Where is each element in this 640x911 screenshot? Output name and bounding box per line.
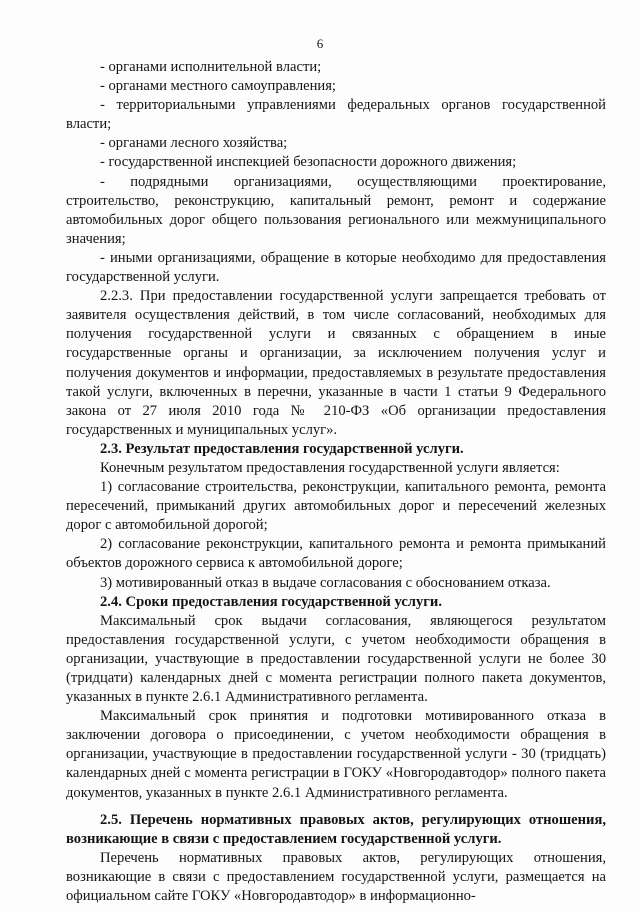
section-heading: 2.3. Результат предоставления государственной услуги.	[100, 440, 464, 457]
document-body	[66, 58, 606, 906]
paragraph: Конечным результатом предоставления государственной услуги является:	[100, 459, 560, 476]
paragraph: Перечень нормативных правовых актов, регулирующих отношения, возникающие в связи с предоставлением государственной услуги, размещается на официальном сайте ГОКУ «Новгородавтодор» в информационно-	[66, 849, 606, 905]
section-heading: 2.4. Сроки предоставления государственной услуги.	[100, 593, 442, 610]
paragraph: Максимальный срок принятия и подготовки мотивированного отказа в заключении договора о присоединении, с учетом необходимости обращения в организации, участвующие в предоставлении государственной услуги - 30 (тридцать) календарных дней с момента регистрации в ГОКУ «Новгородавтодор» полного пакета документов, указанных в пункте 2.6.1 Административного регламента.	[66, 708, 606, 801]
list-item: 3) мотивированный отказ в выдаче согласования с обоснованием отказа.	[100, 574, 551, 591]
paragraph: Максимальный срок выдачи согласования, являющегося результатом предоставления государственной услуги, с учетом необходимости обращения в организации, участвующие в предоставлении государственной услуги не более 30 (тридцати) календарных дней с момента регистрации полного пакета документов, указанных в пункте 2.6.1 Административного регламента.	[66, 612, 606, 706]
paragraph: 2.2.3. При предоставлении государственной услуги запрещается требовать от заявителя осуществления действий, в том числе согласований, необходимых для получения государственной услуги и связанных с обращением в иные государственные органы и организации, за исключением получения услуг и получения документов и информации, предоставляемых в результате предоставления такой услуги, включенных в перечни, указанные в части 1 статьи 9 Федерального закона от 27 июля 2010 года № 210-ФЗ «Об организации предоставления государственных и муниципальных услуг».	[66, 288, 606, 438]
list-item: - органами местного самоуправления;	[100, 78, 336, 95]
list-item: - подрядными организациями, осуществляющими проектирование, строительство, реконструкцию, капитальный ремонт, ремонт и содержание автомобильных дорог общего пользования регионального или межмуниципального значения;	[66, 173, 606, 247]
section-heading: 2.5. Перечень нормативных правовых актов, регулирующих отношения, возникающие в связи с предоставлением государственной услуги.	[66, 811, 606, 847]
page-number: 6	[316, 36, 324, 51]
list-item: - органами лесного хозяйства;	[100, 135, 288, 152]
list-item: 2) согласование реконструкции, капитального ремонта и ремонта примыканий объектов дорожного сервиса к автомобильной дороге;	[66, 536, 606, 572]
list-item: - территориальными управлениями федеральных органов государственной власти;	[66, 97, 606, 133]
list-item: - органами исполнительной власти;	[100, 59, 322, 75]
list-item: 1) согласование строительства, реконструкции, капитального ремонта, ремонта пересечений, примыканий других автомобильных дорог и пересечений железных дорог с автомобильной дорогой;	[66, 479, 606, 534]
list-item: - иными организациями, обращение в которые необходимо для предоставления государственной услуги.	[66, 249, 606, 286]
list-item: - государственной инспекцией безопасности дорожного движения;	[100, 154, 517, 171]
